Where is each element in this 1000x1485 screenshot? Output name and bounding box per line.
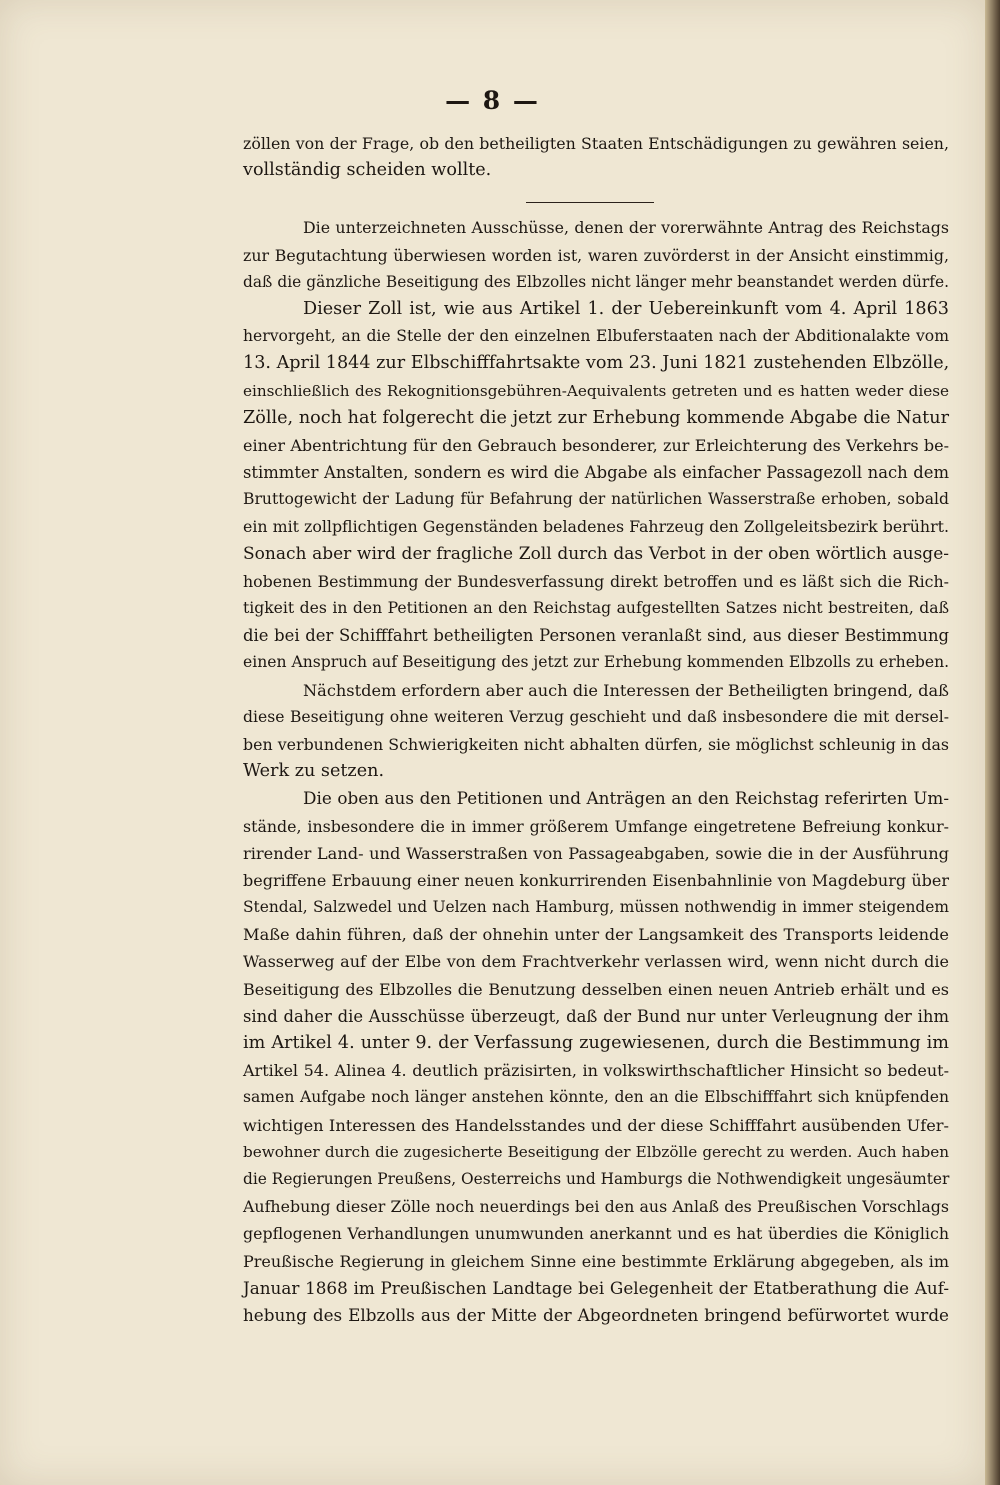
text-line: ein mit zollpflichtigen Gegenständen beladenes Fahrzeug den Zollgeleitsbezirk berührt. [243, 517, 949, 537]
text-line: sind daher die Ausschüsse überzeugt, daß der Bund nur unter Verleugnung der ihm [243, 1006, 949, 1026]
paragraph-continuation [243, 130, 949, 184]
text-line: zöllen von der Frage, ob den betheiligten Staaten Entschädigungen zu gewähren seien, [243, 134, 949, 153]
text-line: tigkeit des in den Petitionen an den Reichstag aufgestellten Satzes nicht bestreiten, daß [243, 599, 949, 617]
text-line: Januar 1868 im Preußischen Landtage bei Gelegenheit der Etatberathung die Auf- [243, 1277, 949, 1298]
text-line: bewohner durch die zugesicherte Beseitigung der Elbzölle gerecht zu werden. Auch haben [243, 1142, 949, 1161]
text-line: 13. April 1844 zur Elbschifffahrtsakte vom 23. Juni 1821 zustehenden Elbzölle, [243, 353, 950, 374]
text-line: diese Beseitigung ohne weiteren Verzug geschieht und daß insbesondere die mit dersel- [243, 707, 949, 726]
text-line: stimmter Anstalten, sondern es wird die Abgabe als einfacher Passagezoll nach dem [243, 463, 949, 483]
text-line: Nächstdem erfordern aber auch die Interessen der Betheiligten bringend, daß [303, 680, 949, 700]
text-line: vollständig scheiden wollte. [243, 160, 492, 181]
text-line: Preußische Regierung in gleichem Sinne eine bestimmte Erklärung abgegeben, als im [243, 1251, 949, 1271]
text-line: begriffene Erbauung einer neuen konkurrirenden Eisenbahnlinie von Magdeburg über [243, 870, 949, 890]
text-line: einen Anspruch auf Beseitigung des jetzt zur Erhebung kommenden Elbzolls zu erheben. [243, 653, 950, 672]
section-divider [243, 184, 949, 214]
text-line: Bruttogewicht der Ladung für Befahrung der natürlichen Wasserstraße erhoben, sobald [243, 490, 949, 509]
text-line: Dieser Zoll ist, wie aus Artikel 1. der Uebereinkunft vom 4. April 1863 [303, 298, 949, 319]
text-line: Maße dahin führen, daß der ohnehin unter der Langsamkeit des Transports leidende [243, 925, 949, 945]
text-line: Die oben aus den Petitionen und Anträgen an den Reichstag referirten Um- [303, 788, 949, 809]
text-line: wichtigen Interessen des Handelsstandes und der diese Schifffahrt ausübenden Ufer- [243, 1115, 949, 1135]
text-line: Sonach aber wird der fragliche Zoll durch das Verbot in der oben wörtlich ausge- [243, 543, 949, 564]
body-text [243, 130, 949, 1329]
text-line: einschließlich des Rekognitionsgebühren-Aequivalents getreten und es hatten weder diese [243, 381, 949, 400]
text-line: einer Abentrichtung für den Gebrauch besonderer, zur Erleichterung des Verkehrs be- [243, 435, 949, 455]
paragraph [243, 214, 949, 676]
text-line: Werk zu setzen. [243, 761, 385, 782]
text-line: die Regierungen Preußens, Oesterreichs und Hamburgs die Nothwendigkeit ungesäumter [243, 1169, 950, 1188]
paragraph [243, 785, 949, 1329]
text-line: daß die gänzliche Beseitigung des Elbzolles nicht länger mehr beanstandet werden dürfe. [243, 272, 949, 291]
text-line: zur Begutachtung überwiesen worden ist, waren zuvörderst in der Ansicht einstimmig, [243, 245, 949, 265]
text-line: samen Aufgabe noch länger anstehen könnte, den an die Elbschifffahrt sich knüpfenden [243, 1088, 949, 1107]
text-line: stände, insbesondere die in immer größerem Umfange eingetretene Befreiung konkur- [243, 816, 949, 836]
text-line: ben verbundenen Schwierigkeiten nicht abhalten dürfen, sie möglichst schleunig in das [243, 734, 949, 754]
text-line: hebung des Elbzolls aus der Mitte der Abgeordneten bringend befürwortet wurde [243, 1304, 949, 1325]
page-number: — 8 — [445, 86, 540, 115]
text-line: Stendal, Salzwedel und Uelzen nach Hamburg, müssen nothwendig in immer steigendem [243, 898, 949, 917]
text-line: im Artikel 4. unter 9. der Verfassung zugewiesenen, durch die Bestimmung im [243, 1033, 949, 1053]
text-line: hervorgeht, an die Stelle der den einzelnen Elbuferstaaten nach der Abditionalakte vom [243, 327, 949, 346]
text-line: Beseitigung des Elbzolles die Benutzung desselben einen neuen Antrieb erhält und es [243, 979, 949, 999]
text-line: Artikel 54. Alinea 4. deutlich präzisirten, in volkswirthschaftlicher Hinsicht so bedeut- [243, 1061, 949, 1081]
text-line: hobenen Bestimmung der Bundesverfassung direkt betroffen und es läßt sich die Rich- [243, 571, 949, 591]
text-line: Wasserweg auf der Elbe von dem Frachtverkehr verlassen wird, wenn nicht durch die [243, 952, 949, 972]
paragraph [243, 677, 949, 786]
text-line: Die unterzeichneten Ausschüsse, denen der vorerwähnte Antrag des Reichstags [303, 218, 949, 238]
text-line: die bei der Schifffahrt betheiligten Personen veranlaßt sind, aus dieser Bestimmung [243, 626, 949, 646]
text-line: gepflogenen Verhandlungen unumwunden anerkannt und es hat überdies die Königlich [243, 1224, 949, 1244]
text-line: Aufhebung dieser Zölle noch neuerdings bei den aus Anlaß des Preußischen Vorschlags [243, 1197, 949, 1217]
text-line: rirender Land- und Wasserstraßen von Passageabgaben, sowie die in der Ausführung [243, 843, 949, 863]
text-line: Zölle, noch hat folgerecht die jetzt zur Erhebung kommende Abgabe die Natur [243, 407, 949, 428]
divider-line [526, 202, 654, 203]
page-edge-shadow [985, 0, 1000, 1485]
